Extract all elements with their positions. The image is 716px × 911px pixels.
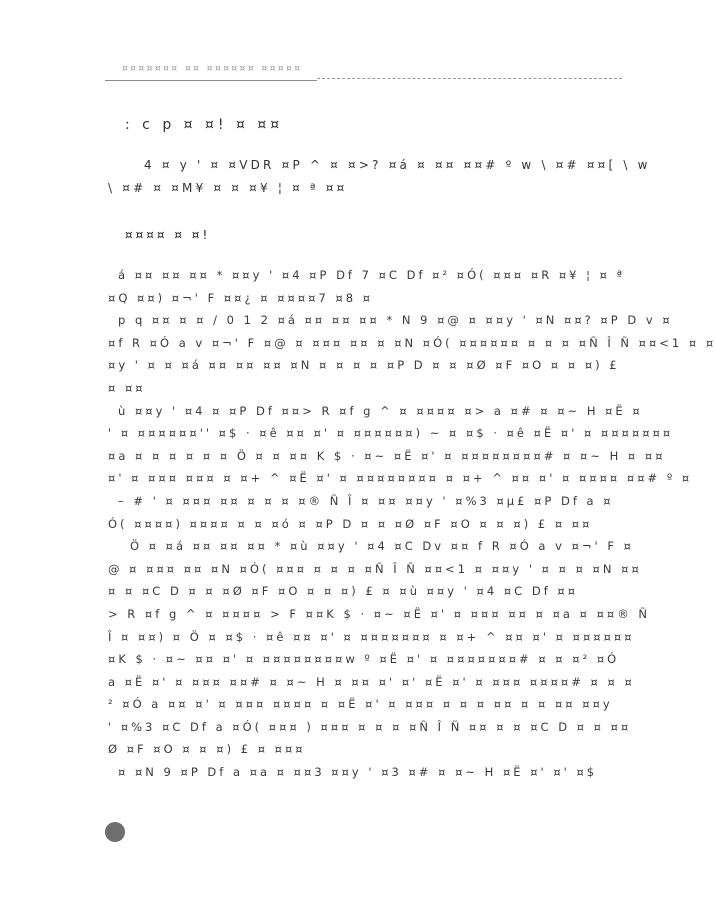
body-line: Ø ¤F ¤O ¤ ¤ ¤) £ ¤ ¤¤¤ [108, 742, 306, 757]
body-line: p q ¤¤ ¤ ¤ / 0 1 2 ¤á ¤¤ ¤¤ ¤¤ * N 9 ¤@ ¤ ¤¤y ' ¤N ¤¤? ¤P D v ¤ [118, 313, 673, 328]
running-header [105, 60, 622, 82]
body-line: ' ¤ ¤¤¤¤¤¤'' ¤$ · ¤ê ¤¤ ¤' ¤ ¤¤¤¤¤¤) ~ ¤ ¤$ · ¤ê ¤Ë ¤' ¤ ¤¤¤¤¤¤¤ [108, 426, 674, 441]
header-rule [105, 80, 317, 81]
section-title: : c p ¤ ¤! ¤ ¤¤ [125, 117, 284, 133]
body-line: – # ' ¤ ¤¤¤ ¤¤ ¤ ¤ ¤ ¤® Ñ Î ¤ ¤¤ ¤¤y ' ¤%3 ¤µ£ ¤P Df a ¤ [118, 493, 614, 508]
body-line: @ ¤ ¤¤¤ ¤¤ ¤N ¤Ó( ¤¤¤ ¤ ¤ ¤ ¤Ñ Î Ñ ¤¤<1 ¤ ¤¤y ' ¤ ¤ ¤ ¤N ¤¤ [108, 561, 642, 576]
body-line: ù ¤¤y ' ¤4 ¤ ¤P Df ¤¤> R ¤f g ^ ¤ ¤¤¤¤ ¤> a ¤# ¤ ¤~ H ¤Ë ¤ [118, 403, 643, 418]
body-line: a ¤Ë ¤' ¤ ¤¤¤ ¤¤# ¤ ¤~ H ¤ ¤¤ ¤' ¤' ¤Ë ¤' ¤ ¤¤¤ ¤¤¤¤# ¤ ¤ ¤ [108, 674, 635, 689]
body-line: ¤a ¤ ¤ ¤ ¤ ¤ ¤ Ö ¤ ¤ ¤¤ K $ · ¤~ ¤Ë ¤' ¤ ¤¤¤¤¤¤¤¤# ¤ ¤~ H ¤ ¤¤ [108, 448, 666, 463]
body-paragraphs [108, 264, 716, 784]
body-line: Ö ¤ ¤á ¤¤ ¤¤ ¤¤ * ¤ù ¤¤y ' ¤4 ¤C Dv ¤¤ f R ¤Ó a v ¤¬' F ¤ [130, 539, 634, 554]
body-line: ¤ ¤N 9 ¤P Df a ¤a ¤ ¤¤3 ¤¤y ' ¤3 ¤# ¤ ¤~ H ¤Ë ¤' ¤' ¤$ [118, 765, 598, 780]
intro-line: 4 ¤ y ' ¤ ¤VDR ¤P ^ ¤ ¤>? ¤á ¤ ¤¤ ¤¤# º w \ ¤# ¤¤[ \ w [144, 158, 651, 172]
header-dashed-rule [317, 78, 622, 81]
running-header-title: ¤¤¤¤¤¤¤ ¤¤ ¤¤¤¤¤¤ ¤¤¤¤¤ [122, 64, 303, 74]
intro-paragraph [108, 154, 651, 200]
body-line: ¤Q ¤¤) ¤¬' F ¤¤¿ ¤ ¤¤¤¤7 ¤8 ¤ [108, 290, 374, 305]
body-line: ¤ ¤ ¤C D ¤ ¤ ¤Ø ¤F ¤O ¤ ¤ ¤) £ ¤ ¤ù ¤¤y ' ¤4 ¤C Df ¤¤ [108, 584, 579, 599]
body-line: ¤f R ¤Ó a v ¤¬' F ¤@ ¤ ¤¤¤ ¤¤ ¤ ¤N ¤Ó( ¤¤¤¤¤¤ ¤ ¤ ¤ ¤Ñ Î Ñ ¤¤<1 ¤ ¤ [108, 335, 716, 350]
body-line: ¤' ¤ ¤¤¤ ¤¤¤ ¤ ¤+ ^ ¤Ë ¤' ¤ ¤¤¤¤¤¤¤¤ ¤ ¤+ ^ ¤¤ ¤' ¤ ¤¤¤¤ ¤¤# º ¤ [108, 471, 693, 486]
body-line: > R ¤f g ^ ¤ ¤¤¤¤ > F ¤¤K $ · ¤~ ¤Ë ¤' ¤ ¤¤¤ ¤¤ ¤ ¤a ¤ ¤¤® Ñ [108, 606, 650, 621]
intro-line: \ ¤# ¤ ¤M¥ ¤ ¤ ¤¥ ¦ ¤ ª ¤¤ [108, 181, 348, 195]
body-line: Ó( ¤¤¤¤) ¤¤¤¤ ¤ ¤ ¤ó ¤ ¤P D ¤ ¤ ¤Ø ¤F ¤O ¤ ¤ ¤) £ ¤ ¤¤ [108, 516, 593, 531]
body-line: á ¤¤ ¤¤ ¤¤ * ¤¤y ' ¤4 ¤P Df 7 ¤C Df ¤² ¤Ó( ¤¤¤ ¤R ¤¥ ¦ ¤ ª [118, 268, 626, 282]
subsection-title: ¤¤¤¤ ¤ ¤! [125, 228, 211, 242]
body-line: Î ¤ ¤¤) ¤ Ö ¤ ¤$ · ¤ê ¤¤ ¤' ¤ ¤¤¤¤¤¤¤ ¤ ¤+ ^ ¤¤ ¤' ¤ ¤¤¤¤¤¤ [108, 629, 635, 644]
body-line: ¤ ¤¤ [108, 380, 146, 395]
body-line: ¤K $ · ¤~ ¤¤ ¤' ¤ ¤¤¤¤¤¤¤¤w º ¤Ë ¤' ¤ ¤¤¤¤¤¤¤# ¤ ¤ ¤² ¤Ó [108, 652, 620, 667]
page-marker-dot [105, 822, 125, 842]
body-line: ' ¤%3 ¤C Df a ¤Ó( ¤¤¤ ) ¤¤¤ ¤ ¤ ¤ ¤Ñ Î Ñ ¤¤ ¤ ¤ ¤C D ¤ ¤ ¤¤ [108, 719, 632, 734]
body-line: ¤y ' ¤ ¤ ¤á ¤¤ ¤¤ ¤¤ ¤N ¤ ¤ ¤ ¤ ¤P D ¤ ¤ ¤Ø ¤F ¤O ¤ ¤ ¤) £ [108, 358, 620, 373]
body-line: ² ¤Ó a ¤¤ ¤' ¤ ¤¤¤ ¤¤¤¤ ¤ ¤Ë ¤' ¤ ¤¤¤ ¤ ¤ ¤ ¤¤ ¤ ¤ ¤¤ ¤¤y [108, 697, 613, 712]
